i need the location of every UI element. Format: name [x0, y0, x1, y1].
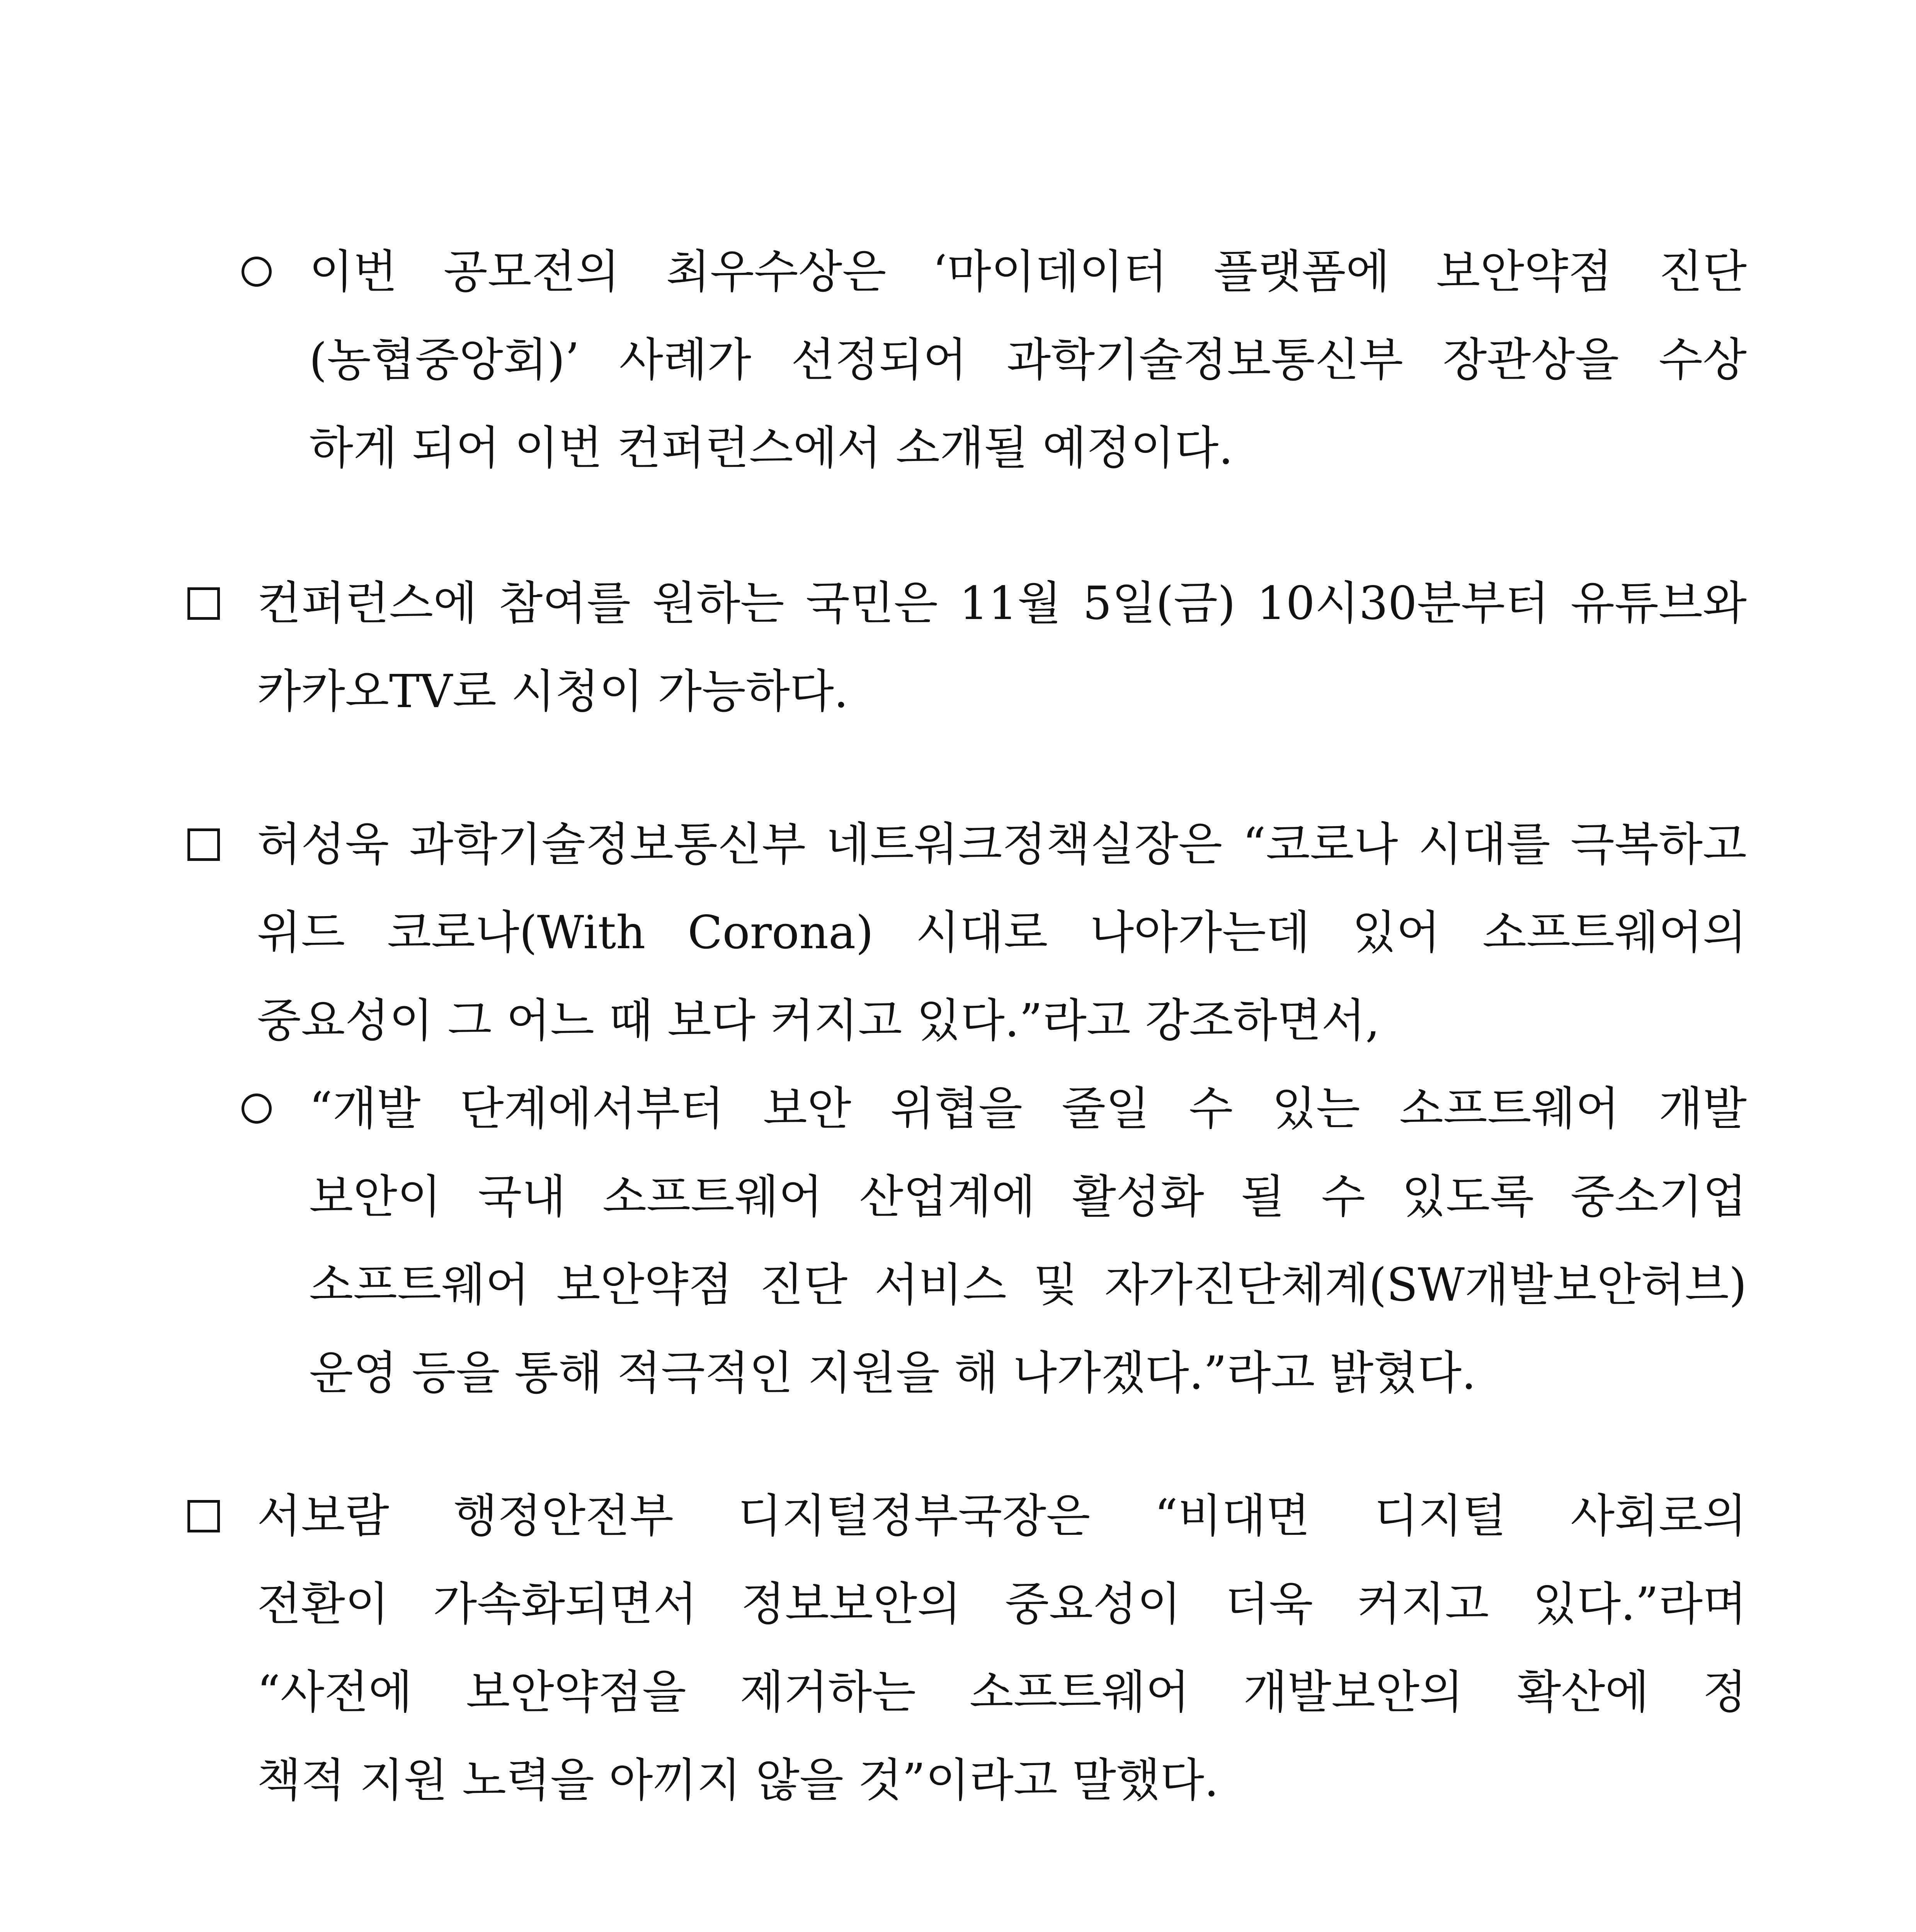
paragraph-4-line-4: 운영 등을 통해 적극적인 지원을 해 나가겠다.”라고 밝혔다.: [309, 1346, 1476, 1400]
paragraph-1-line-1: 이번 공모전의 최우수상은 ‘마이데이터 플랫폼에 보안약점 진단: [309, 245, 1747, 298]
paragraph-2-line-1: 컨퍼런스에 참여를 원하는 국민은 11월 5일(금) 10시30분부터 유튜브와: [257, 577, 1747, 630]
paragraph-4-line-2: 보안이 국내 소프트웨어 산업계에 활성화 될 수 있도록 중소기업: [309, 1170, 1747, 1223]
paragraph-5-line-2: 전환이 가속화되면서 정보보안의 중요성이 더욱 커지고 있다.”라며: [257, 1577, 1747, 1631]
paragraph-1-line-2: (농협중앙회)’ 사례가 선정되어 과학기술정보통신부 장관상을 수상: [309, 333, 1747, 386]
square-bullet-icon: [187, 1500, 220, 1532]
circle-bullet-icon: [242, 257, 272, 287]
paragraph-4-line-1: “개발 단계에서부터 보안 위협을 줄일 수 있는 소프트웨어 개발: [309, 1082, 1747, 1135]
paragraph-2-line-2: 카카오TV로 시청이 가능하다.: [257, 665, 849, 718]
paragraph-5-line-4: 책적 지원 노력을 아끼지 않을 것”이라고 말했다.: [257, 1753, 1219, 1807]
circle-bullet-icon: [242, 1094, 272, 1124]
paragraph-4-line-3: 소프트웨어 보안약점 진단 서비스 및 자가진단체계(SW개발보안허브): [309, 1258, 1747, 1311]
paragraph-1-line-3: 하게 되어 이번 컨퍼런스에서 소개될 예정이다.: [309, 421, 1233, 474]
paragraph-3-line-1: 허성욱 과학기술정보통신부 네트워크정책실장은 “코로나 시대를 극복하고: [257, 818, 1747, 871]
paragraph-3-line-3: 중요성이 그 어느 때 보다 커지고 있다.”라고 강조하면서,: [257, 994, 1380, 1047]
paragraph-5-line-1: 서보람 행정안전부 디지털정부국장은 “비대면 디지털 사회로의: [257, 1489, 1747, 1543]
paragraph-3-line-2: 위드 코로나(With Corona) 시대로 나아가는데 있어 소프트웨어의: [257, 906, 1747, 959]
paragraph-5-line-3: “사전에 보안약점을 제거하는 소프트웨어 개발보안의 확산에 정: [257, 1665, 1747, 1719]
square-bullet-icon: [187, 587, 220, 620]
square-bullet-icon: [187, 828, 220, 861]
